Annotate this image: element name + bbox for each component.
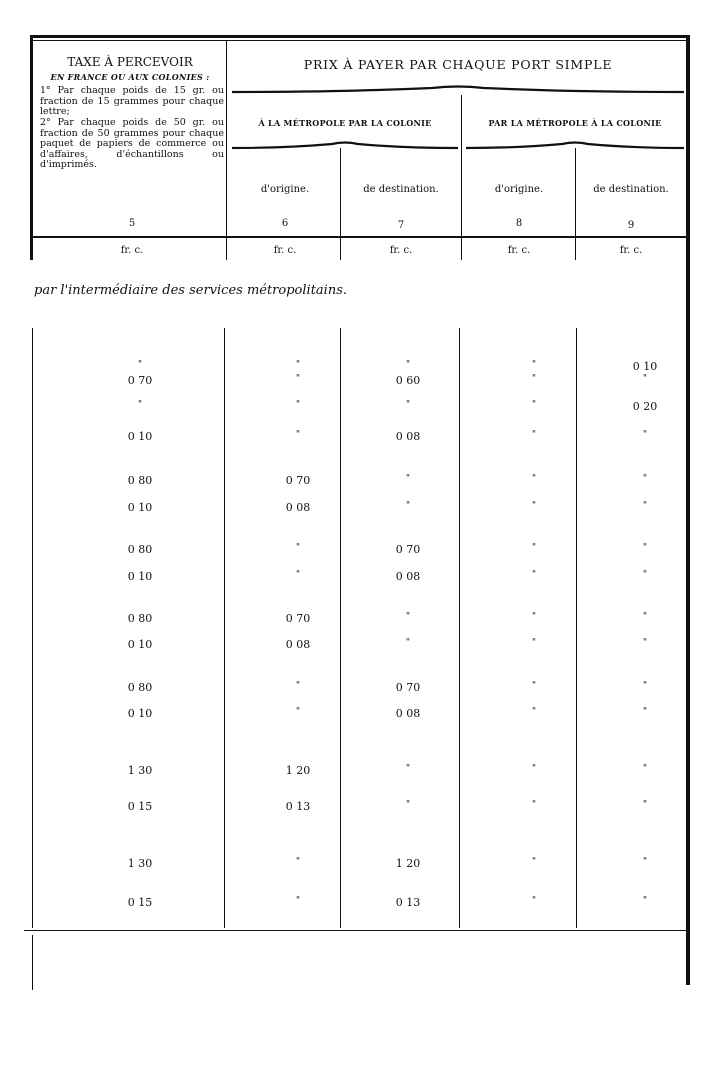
units-rule — [30, 236, 688, 238]
table-cell-col7: " — [405, 360, 411, 370]
right-border — [686, 35, 690, 985]
header-divider-5 — [226, 40, 227, 260]
table-cell-col7: " — [405, 400, 411, 410]
table-cell-col7: 0 60 — [395, 374, 421, 387]
table-cell-col5: " — [137, 360, 143, 370]
table-cell-col9: 0 20 — [632, 400, 658, 413]
group-header-2: PAR LA MÉTROPOLE À LA COLONIE — [488, 118, 662, 128]
table-cell-col7: 1 20 — [395, 857, 421, 870]
table-cell-col8: " — [531, 570, 537, 580]
top-border — [30, 35, 690, 38]
group-header-1: À LA MÉTROPOLE PAR LA COLONIE — [258, 118, 432, 128]
table-cell-col6: 0 08 — [285, 501, 311, 514]
table-cell-col8: " — [531, 360, 537, 370]
table-cell-col7: " — [405, 612, 411, 622]
table-cell-col9: " — [642, 857, 648, 867]
table-cell-col6: " — [295, 896, 301, 906]
table-cell-col5: 0 80 — [127, 681, 153, 694]
table-cell-col7: 0 08 — [395, 707, 421, 720]
table-cell-col6: " — [295, 400, 301, 410]
table-cell-col9: " — [642, 800, 648, 810]
table-cell-col8: " — [531, 800, 537, 810]
brace-group2 — [466, 140, 684, 146]
table-cell-col6: 0 13 — [285, 800, 311, 813]
col-number-9: 9 — [627, 220, 635, 231]
table-cell-col9: " — [642, 681, 648, 691]
top-border-inner — [30, 40, 690, 41]
table-cell-col7: 0 70 — [395, 681, 421, 694]
table-cell-col6: 0 08 — [285, 638, 311, 651]
col5-subtitle: EN FRANCE OU AUX COLONIES : — [50, 72, 210, 82]
table-cell-col5: 0 10 — [127, 501, 153, 514]
brace-main — [232, 84, 684, 90]
table-cell-col6: " — [295, 360, 301, 370]
col7-header: de destination. — [363, 184, 439, 195]
table-cell-col7: " — [405, 474, 411, 484]
table-cell-col9: " — [642, 707, 648, 717]
col5-item1: 1° Par chaque poids de 15 gr. ou fraction de 15 grammes pour chaque lettre; — [40, 85, 224, 117]
table-cell-col8: " — [531, 430, 537, 440]
table-cell-col6: " — [295, 570, 301, 580]
table-cell-col5: 0 70 — [127, 374, 153, 387]
col5-item2: 2° Par chaque poids de 50 gr. ou fraction de 50 grammes pour chaque paquet de papiers de commerce ou d'affaires, d'échantillons ou d'imprimés. — [40, 117, 224, 170]
table-cell-col9: " — [642, 430, 648, 440]
table-cell-col8: " — [531, 374, 537, 384]
table-cell-col7: " — [405, 638, 411, 648]
table-cell-col6: " — [295, 543, 301, 553]
table-cell-col6: 0 70 — [285, 474, 311, 487]
table-cell-col9: " — [642, 764, 648, 774]
table-cell-col6: " — [295, 374, 301, 384]
table-cell-col6: " — [295, 430, 301, 440]
table-cell-col5: 0 80 — [127, 474, 153, 487]
table-cell-col6: " — [295, 707, 301, 717]
table-cell-col8: " — [531, 543, 537, 553]
table-cell-col7: 0 08 — [395, 430, 421, 443]
table-cell-col5: 0 10 — [127, 570, 153, 583]
body-divider-9 — [576, 328, 577, 928]
col-number-6: 6 — [281, 218, 289, 229]
col5-title: TAXE À PERCEVOIR — [67, 55, 193, 69]
table-cell-col8: " — [531, 400, 537, 410]
bottom-rule — [24, 930, 688, 931]
table-cell-col7: " — [405, 764, 411, 774]
body-divider-8 — [459, 328, 460, 928]
col5-units: fr. c. — [120, 245, 144, 256]
table-cell-col9: " — [642, 896, 648, 906]
table-cell-col9: 0 10 — [632, 360, 658, 373]
col6-units: fr. c. — [273, 245, 297, 256]
table-cell-col9: " — [642, 638, 648, 648]
table-cell-col5: 0 10 — [127, 430, 153, 443]
table-cell-col9: " — [642, 612, 648, 622]
col-number-8: 8 — [515, 218, 523, 229]
table-cell-col5: 0 10 — [127, 638, 153, 651]
table-cell-col9: " — [642, 543, 648, 553]
table-cell-col8: " — [531, 857, 537, 867]
table-cell-col8: " — [531, 707, 537, 717]
table-cell-col5: 0 80 — [127, 543, 153, 556]
brace-group1 — [232, 140, 458, 146]
table-cell-col7: " — [405, 501, 411, 511]
col9-units: fr. c. — [619, 245, 643, 256]
table-cell-col7: 0 13 — [395, 896, 421, 909]
table-cell-col9: " — [642, 501, 648, 511]
main-title: PRIX À PAYER PAR CHAQUE PORT SIMPLE — [303, 57, 613, 72]
col9-header: de destination. — [593, 184, 669, 195]
left-border — [30, 35, 33, 260]
table-cell-col8: " — [531, 501, 537, 511]
table-cell-col6: 1 20 — [285, 764, 311, 777]
table-cell-col5: 0 80 — [127, 612, 153, 625]
table-cell-col5: 1 30 — [127, 857, 153, 870]
table-cell-col8: " — [531, 896, 537, 906]
table-cell-col6: 0 70 — [285, 612, 311, 625]
table-cell-col8: " — [531, 638, 537, 648]
table-cell-col7: " — [405, 800, 411, 810]
body-divider-left — [32, 328, 33, 928]
table-cell-col5: " — [137, 400, 143, 410]
body-divider-7 — [340, 328, 341, 928]
table-cell-col7: 0 08 — [395, 570, 421, 583]
table-cell-col5: 0 15 — [127, 896, 153, 909]
table-cell-col9: " — [642, 570, 648, 580]
table-cell-col8: " — [531, 764, 537, 774]
col7-units: fr. c. — [389, 245, 413, 256]
header-divider-7 — [340, 148, 341, 260]
table-cell-col5: 0 10 — [127, 707, 153, 720]
bottom-left-stub — [32, 935, 33, 990]
table-cell-col7: 0 70 — [395, 543, 421, 556]
col6-header: d'origine. — [260, 184, 310, 195]
header-divider-9 — [575, 148, 576, 260]
table-cell-col8: " — [531, 474, 537, 484]
section-title: par l'intermédiaire des services métropolitains. — [34, 283, 347, 298]
table-cell-col6: " — [295, 857, 301, 867]
table-cell-col9: " — [642, 374, 648, 384]
col-number-7: 7 — [397, 220, 405, 231]
col8-header: d'origine. — [494, 184, 544, 195]
table-cell-col5: 0 15 — [127, 800, 153, 813]
table-cell-col8: " — [531, 612, 537, 622]
body-divider-6 — [224, 328, 225, 928]
table-cell-col5: 1 30 — [127, 764, 153, 777]
table-cell-col6: " — [295, 681, 301, 691]
col8-units: fr. c. — [507, 245, 531, 256]
col-number-5: 5 — [128, 218, 136, 229]
table-cell-col8: " — [531, 681, 537, 691]
table-cell-col9: " — [642, 474, 648, 484]
